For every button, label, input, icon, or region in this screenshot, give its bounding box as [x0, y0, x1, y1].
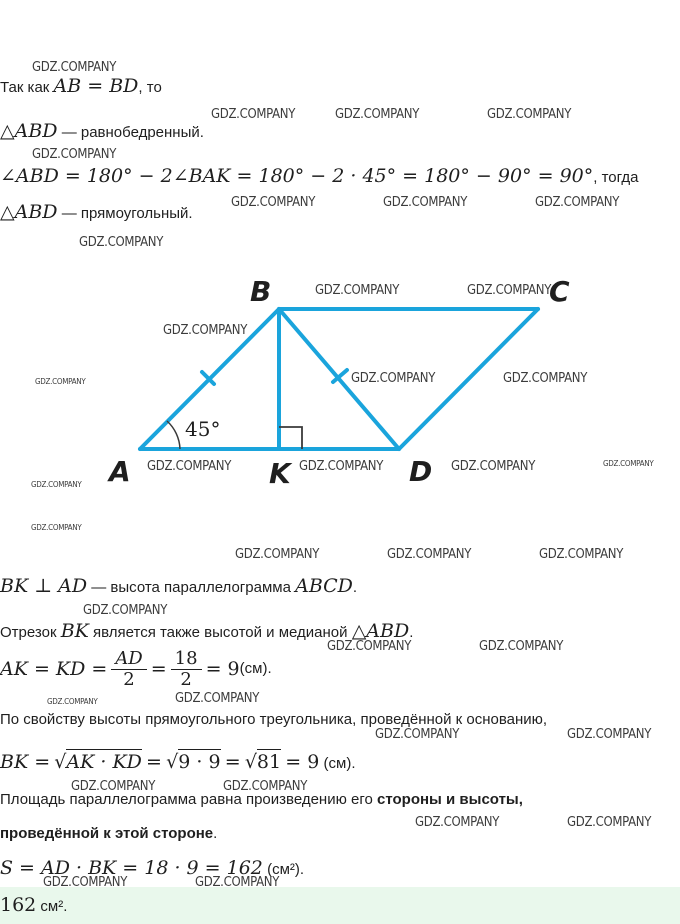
angle-label: 45°: [185, 417, 221, 441]
watermark-text: GDZ.COMPANY: [503, 371, 588, 386]
line-7-right: = 9: [205, 658, 240, 680]
fraction-2-numerator: 18: [171, 649, 202, 670]
watermark-text: GDZ.COMPANY: [327, 639, 412, 654]
line-7: [0, 646, 272, 692]
line-6-text-1: Отрезок: [0, 624, 61, 641]
vertex-c-label: C: [549, 275, 570, 308]
watermark-text: GDZ.COMPANY: [32, 60, 117, 75]
line-1-prefix: Так как: [0, 79, 50, 96]
line-5-math-1: BK ⊥ AD: [0, 575, 88, 597]
line-9-equals-1: =: [146, 751, 162, 773]
sqrt-2-radicand: 9 · 9: [178, 751, 221, 773]
line-5-math-2: ABCD: [295, 575, 353, 597]
watermark-text: GDZ.COMPANY: [451, 459, 536, 474]
watermark-text: GDZ.COMPANY: [567, 727, 652, 742]
watermark-text: GDZ.COMPANY: [71, 779, 156, 794]
watermark-text: GDZ.COMPANY: [79, 235, 164, 250]
line-12-math: S = AD · BK = 18 · 9 = 162: [0, 857, 263, 879]
watermark-text: GDZ.COMPANY: [147, 459, 232, 474]
watermark-text: GDZ.COMPANY: [299, 459, 384, 474]
watermark-text: GDZ.COMPANY: [467, 283, 552, 298]
watermark-text: GDZ.COMPANY: [211, 107, 296, 122]
line-7-unit: (см).: [239, 660, 272, 677]
sqrt-sign-icon: √: [54, 751, 67, 773]
right-angle-mark: [279, 427, 302, 449]
watermark-text: GDZ.COMPANY: [163, 323, 248, 338]
angle-arc: [167, 421, 180, 449]
watermark-text: GDZ.COMPANY: [479, 639, 564, 654]
line-4: [0, 201, 193, 225]
line-11-bold: проведённой к этой стороне: [0, 825, 214, 842]
line-9: [0, 751, 355, 775]
line-6-text-2: является также высотой и медианой: [88, 624, 352, 641]
line-5-end: .: [352, 579, 358, 596]
answer-unit: см².: [36, 898, 68, 915]
watermark-text: GDZ.COMPANY: [567, 815, 652, 830]
line-1-suffix: , то: [138, 79, 162, 96]
fraction-1-denominator: 2: [123, 668, 135, 690]
line-5: [0, 575, 357, 599]
watermark-text: GDZ.COMPANY: [535, 195, 620, 210]
line-5-text: — высота параллелограмма: [87, 579, 296, 596]
watermark-text: GDZ.COMPANY: [195, 875, 280, 890]
watermark-text: GDZ.COMPANY: [487, 107, 572, 122]
watermark-text: GDZ.COMPANY: [43, 875, 128, 890]
watermark-text: GDZ.COMPANY: [351, 371, 436, 386]
answer-line: [0, 894, 67, 918]
line-9-equals-2: =: [224, 751, 241, 773]
line-9-left: BK =: [0, 751, 51, 773]
watermark-text-small: GDZ.COMPANY: [603, 459, 654, 468]
line-2-text: — равнобедренный.: [57, 124, 204, 141]
fraction-2-denominator: 2: [180, 668, 192, 690]
sqrt-sign-icon: √: [244, 751, 257, 773]
line-3: [0, 165, 639, 189]
line-6-end: .: [409, 624, 414, 641]
fraction-ad-over-2: [111, 649, 146, 690]
line-9-right: = 9: [285, 751, 320, 773]
watermark-text-small: GDZ.COMPANY: [47, 697, 98, 706]
vertex-k-label: K: [269, 457, 291, 490]
watermark-text-small: GDZ.COMPANY: [31, 523, 82, 532]
line-3-math: ∠ABD = 180° − 2∠BAK = 180° − 2 · 45° = 180° − 90° = 90°: [0, 165, 594, 187]
line-1-math: AB = BD: [53, 75, 139, 97]
line-11: [0, 823, 217, 845]
watermark-text: GDZ.COMPANY: [235, 547, 320, 562]
line-1: [0, 75, 162, 99]
watermark-text: GDZ.COMPANY: [83, 603, 168, 618]
watermark-text: GDZ.COMPANY: [387, 547, 472, 562]
answer-box: [0, 887, 680, 924]
watermark-text-small: GDZ.COMPANY: [31, 480, 82, 489]
fraction-1-numerator: AD: [111, 649, 146, 670]
sqrt-sign-icon: √: [166, 751, 179, 773]
parallelogram-figure: [100, 270, 570, 490]
line-3-suffix: , тогда: [593, 169, 639, 186]
line-10-bold: стороны и высоты,: [377, 791, 523, 808]
watermark-text-small: GDZ.COMPANY: [35, 377, 86, 386]
watermark-text: GDZ.COMPANY: [231, 195, 316, 210]
answer-value: 162: [0, 894, 37, 916]
line-7-left: AK = KD =: [0, 658, 108, 680]
line-4-text: — прямоугольный.: [57, 205, 193, 222]
line-8: По свойству высоты прямоугольного треугольника, проведённой к основанию,: [0, 711, 548, 728]
watermark-text: GDZ.COMPANY: [223, 779, 308, 794]
vertex-b-label: B: [250, 275, 272, 308]
watermark-text: GDZ.COMPANY: [315, 283, 400, 298]
watermark-text: GDZ.COMPANY: [175, 691, 260, 706]
watermark-text: GDZ.COMPANY: [375, 727, 460, 742]
watermark-text: GDZ.COMPANY: [335, 107, 420, 122]
sqrt-3-radicand: 81: [256, 751, 282, 773]
vertex-d-label: D: [409, 455, 433, 488]
line-6-math-1: BK: [60, 620, 89, 642]
fraction-18-over-2: [171, 649, 202, 690]
line-10-text: Площадь параллелограмма равна произведению его: [0, 791, 378, 808]
line-6-math-2: △ABD: [351, 620, 410, 642]
watermark-text: GDZ.COMPANY: [32, 147, 117, 162]
line-4-math: △ABD: [0, 201, 58, 223]
watermark-text: GDZ.COMPANY: [415, 815, 500, 830]
line-2: [0, 120, 204, 144]
line-2-math: △ABD: [0, 120, 58, 142]
watermark-text: GDZ.COMPANY: [383, 195, 468, 210]
line-11-end: .: [213, 825, 218, 842]
vertex-a-label: A: [109, 455, 131, 488]
line-7-equals: =: [150, 658, 167, 680]
line-9-unit: (см).: [319, 755, 356, 772]
sqrt-1-radicand: AK · KD: [66, 751, 142, 773]
watermark-text: GDZ.COMPANY: [539, 547, 624, 562]
line-12-unit: (см²).: [262, 861, 305, 878]
